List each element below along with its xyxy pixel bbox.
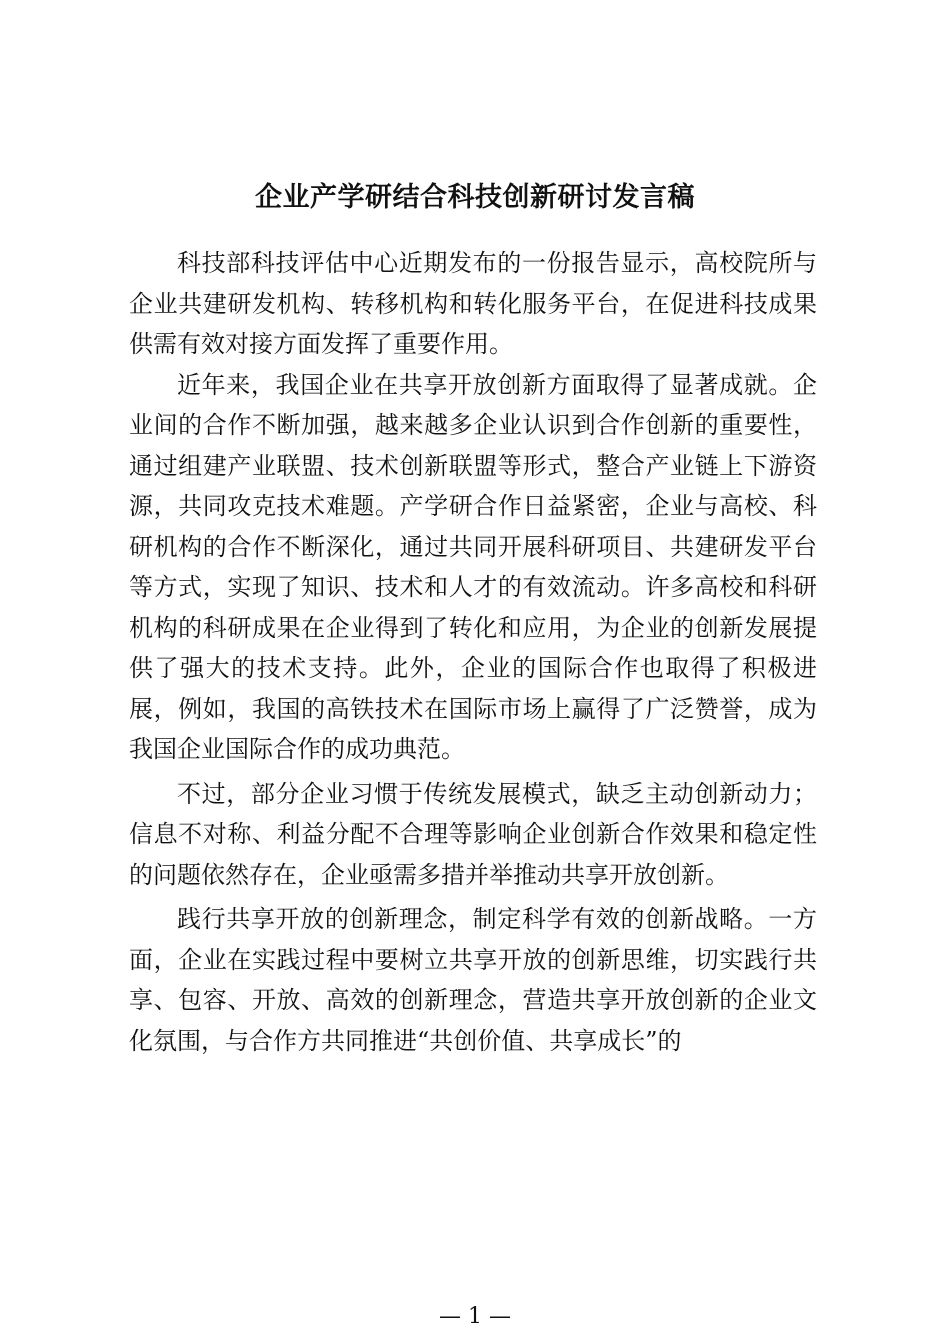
paragraph-4: 践行共享开放的创新理念，制定科学有效的创新战略。一方面，企业在实践过程中要树立共享开放的创新思维，切实践行共享、包容、开放、高效的创新理念，营造共享开放创新的企业文化氛围，与合作方共同推进“共创价值、共享成长”的 [129,905,817,1055]
paragraph-2: 近年来，我国企业在共享开放创新方面取得了显著成就。企业间的合作不断加强，越来越多企业认识到合作创新的重要性，通过组建产业联盟、技术创新联盟等形式，整合产业链上下游资源，共同攻克技术难题。产学研合作日益紧密，企业与高校、科研机构的合作不断深化，通过共同开展科研项目、共建研发平台等方式，实现了知识、技术和人才的有效流动。许多高校和科研机构的科研成果在企业得到了转化和应用，为企业的创新发展提供了强大的技术支持。此外，企业的国际合作也取得了积极进展，例如，我国的高铁技术在国际市场上赢得了广泛赞誉，成为我国企业国际合作的成功典范。 [129,370,817,763]
page-number: — 1 — [439,1304,511,1329]
paragraph-3: 不过，部分企业习惯于传统发展模式，缺乏主动创新动力；信息不对称、利益分配不合理等影响企业创新合作效果和稳定性的问题依然存在，企业亟需多措并举推动共享开放创新。 [129,779,817,889]
paragraph-1: 科技部科技评估中心近期发布的一份报告显示，高校院所与企业共建研发机构、转移机构和转化服务平台，在促进科技成果供需有效对接方面发挥了重要作用。 [129,249,817,358]
document-title: 企业产学研结合科技创新研讨发言稿 [255,182,695,213]
document-body [129,243,817,1061]
